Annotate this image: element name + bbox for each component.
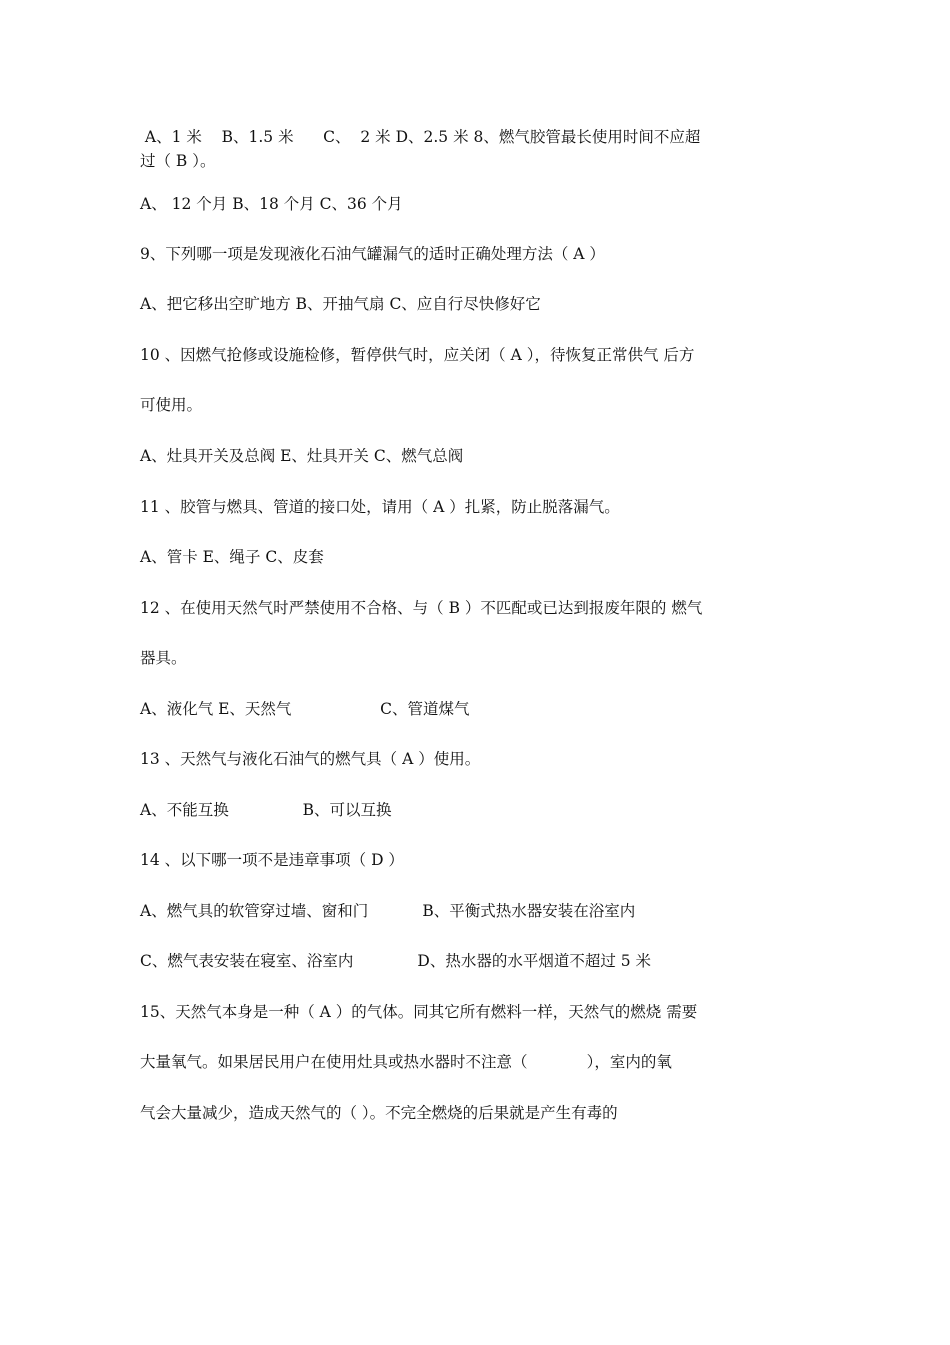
text-line-14: 13 、天然气与液化石油气的燃气具（ A ）使用。 bbox=[140, 750, 481, 768]
text-line-15: A、不能互换 B、可以互换 bbox=[140, 801, 392, 819]
text-line-11: 12 、在使用天然气时严禁使用不合格、与（ B ）不匹配或已达到报废年限的 燃气 bbox=[140, 599, 703, 617]
text-line-9: 11 、胶管与燃具、管道的接口处，请用（ A ）扎紧，防止脱落漏气。 bbox=[140, 498, 620, 516]
text-line-18: C、燃气表安装在寝室、浴室内 D、热水器的水平烟道不超过 5 米 bbox=[140, 952, 652, 970]
text-line-13: A、液化气 E、天然气 C、管道煤气 bbox=[140, 700, 470, 718]
text-line-10: A、管卡 E、绳子 C、皮套 bbox=[140, 548, 324, 566]
text-line-4: 9、下列哪一项是发现液化石油气罐漏气的适时正确处理方法（ A ） bbox=[140, 245, 605, 263]
text-line-17: A、燃气具的软管穿过墙、窗和门 B、平衡式热水器安装在浴室内 bbox=[140, 902, 636, 920]
text-line-3: A、 12 个月 B、18 个月 C、36 个月 bbox=[140, 195, 403, 213]
text-line-8: A、灶具开关及总阀 E、灶具开关 C、燃气总阀 bbox=[140, 447, 464, 465]
text-line-7: 可使用。 bbox=[140, 396, 203, 414]
text-line-1: A、1 米 B、1.5 米 C、 2 米 D、2.5 米 8、燃气胶管最长使用时间不应超 bbox=[140, 128, 701, 146]
text-line-19: 15、天然气本身是一种（ A ）的气体。同其它所有燃料一样，天然气的燃烧 需要 bbox=[140, 1003, 698, 1021]
text-line-2: 过（ B ）。 bbox=[140, 152, 216, 170]
text-line-20: 大量氧气。如果居民用户在使用灶具或热水器时不注意（ ），室内的氧 bbox=[140, 1053, 672, 1071]
text-line-6: 10 、因燃气抢修或设施检修，暂停供气时，应关闭（ A ），待恢复正常供气 后方 bbox=[140, 346, 695, 364]
text-line-21: 气会大量减少，造成天然气的（ ）。不完全燃烧的后果就是产生有毒的 bbox=[140, 1104, 618, 1122]
text-line-16: 14 、以下哪一项不是违章事项（ D ） bbox=[140, 851, 404, 869]
text-line-12: 器具。 bbox=[140, 649, 187, 667]
text-line-5: A、把它移出空旷地方 B、开抽气扇 C、应自行尽快修好它 bbox=[140, 295, 541, 313]
